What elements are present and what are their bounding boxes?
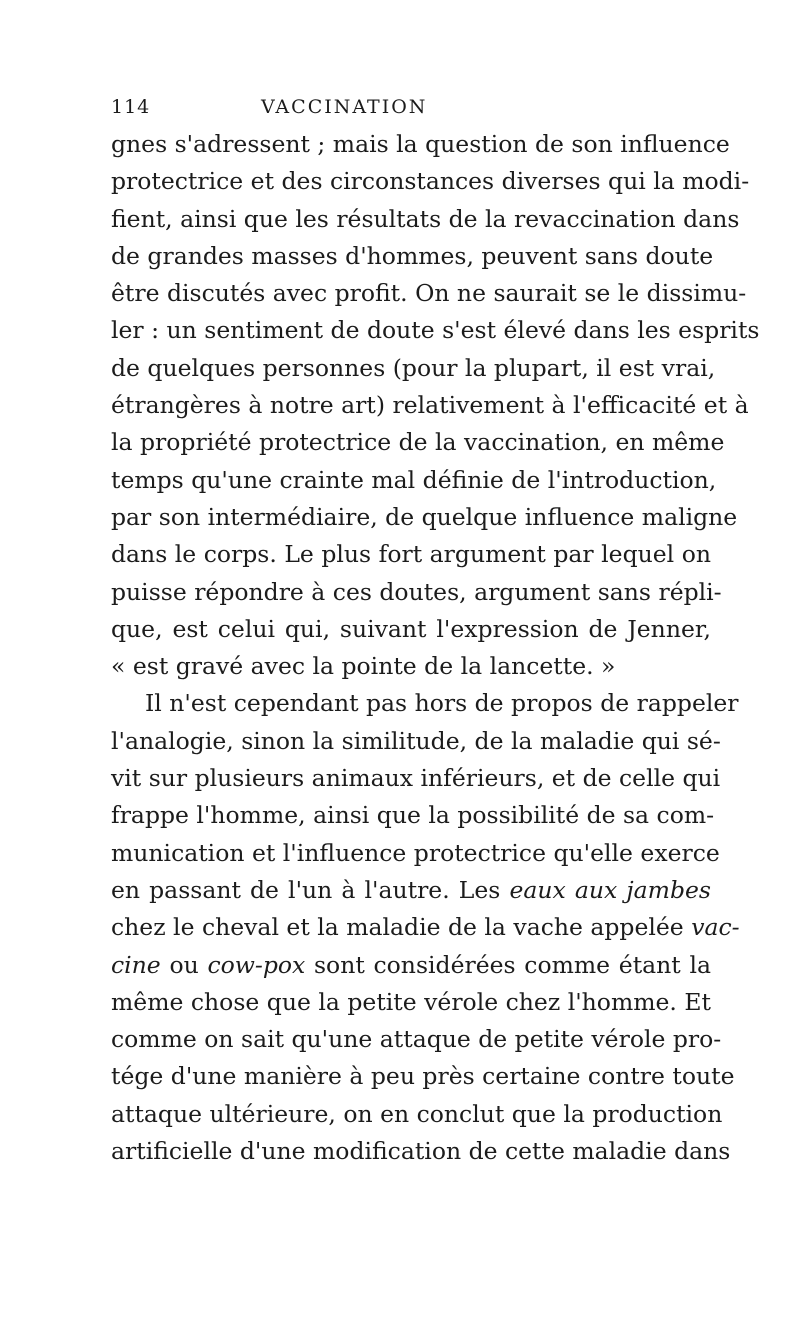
text-line: tége d'une manière à peu près certaine contre toute — [111, 1062, 735, 1091]
italic-term: vac- — [691, 913, 740, 942]
text-line: fient, ainsi que les résultats de la revaccination dans — [111, 204, 740, 233]
body-text — [111, 126, 760, 1170]
text-line: l'analogie, sinon la similitude, de la maladie qui sé- — [111, 726, 721, 755]
text-line: ler : un sentiment de doute s'est élevé dans les esprits — [111, 316, 760, 345]
text-line: protectrice et des circonstances diverses qui la modi- — [111, 167, 750, 196]
text-line: la propriété protectrice de la vaccination, en même — [111, 428, 725, 457]
italic-term: eaux aux jambes — [509, 875, 711, 904]
text-line: artificielle d'une modification de cette maladie dans — [111, 1137, 731, 1166]
text-line: que, est celui qui, suivant l'expression de Jenner, — [111, 614, 711, 643]
text-line: vit sur plusieurs animaux inférieurs, et de celle qui — [111, 764, 721, 793]
text-segment: chez le cheval et la maladie de la vache appelée — [111, 913, 684, 942]
text-line: de grandes masses d'hommes, peuvent sans doute — [111, 241, 714, 270]
text-line — [111, 872, 711, 909]
text-line: temps qu'une crainte mal définie de l'introduction, — [111, 465, 717, 494]
text-line: par son intermédiaire, de quelque influence maligne — [111, 502, 738, 531]
text-line: comme on sait qu'une attaque de petite vérole pro- — [111, 1025, 722, 1054]
text-line: munication et l'influence protectrice qu'elle exerce — [111, 838, 720, 867]
text-line: être discutés avec profit. On ne saurait se le dissimu- — [111, 279, 747, 308]
text-line: puisse répondre à ces doutes, argument sans répli- — [111, 577, 722, 606]
text-line: attaque ultérieure, on en conclut que la production — [111, 1099, 723, 1128]
page-number: 114 — [111, 96, 151, 118]
page-header — [111, 96, 711, 126]
text-line: gnes s'adressent ; mais la question de son influence — [111, 130, 730, 158]
text-line: « est gravé avec la pointe de la lancette. » — [111, 652, 616, 681]
text-segment: en passant de l'un à l'autre. Les — [111, 875, 501, 904]
italic-term: cow-pox — [207, 950, 306, 979]
text-line: dans le corps. Le plus fort argument par lequel on — [111, 540, 711, 569]
text-line: frappe l'homme, ainsi que la possibilité de sa com- — [111, 801, 715, 830]
text-line: même chose que la petite vérole chez l'homme. Et — [111, 987, 711, 1016]
running-head: VACCINATION — [261, 96, 428, 118]
text-segment: sont considérées comme étant la — [314, 950, 711, 979]
text-line — [111, 947, 711, 984]
text-line: étrangères à notre art) relativement à l'efficacité et à — [111, 391, 749, 420]
italic-term: cine — [111, 950, 161, 979]
text-line: de quelques personnes (pour la plupart, il est vrai, — [111, 353, 716, 382]
text-segment: ou — [169, 950, 199, 979]
text-line — [111, 909, 740, 946]
text-line: Il n'est cependant pas hors de propos de rappeler — [145, 689, 739, 718]
